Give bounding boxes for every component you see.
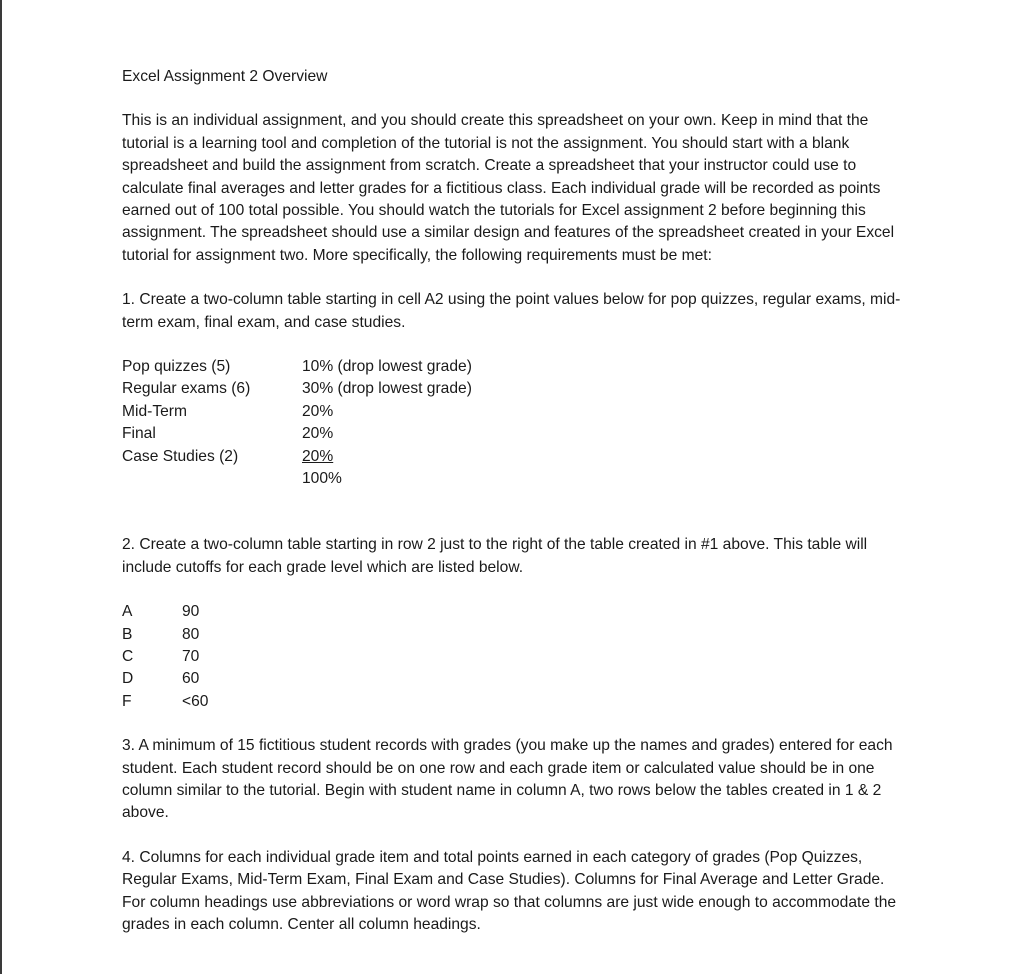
document-title: Excel Assignment 2 Overview [122,68,328,85]
weight-label: Case Studies (2) [122,447,239,465]
weight-total: 100% [302,470,342,488]
weight-label: Mid-Term [122,402,187,420]
weight-label: Regular exams (6) [122,380,251,398]
requirement-1: 1. Create a two-column table starting in cell A2 using the point values below for pop quizzes, regular exams, mid-term exam, final exam, and case studies. [122,291,901,331]
grade-cutoff: <60 [182,692,209,710]
grade-letter: A [122,603,133,621]
document-page [122,66,912,936]
weights-table [122,356,912,490]
intro-paragraph: This is an individual assignment, and you should create this spreadsheet on your own. Keep in mind that the tutorial is a learning tool and completion of the tutorial is not the assignment. You should start with a blank spreadsheet and build the assignment from scratch. Create a spreadsheet that your instructor could use to calculate final averages and letter grades for a fictitious class. Each individual grade will be recorded as points earned out of 100 total possible. You should watch the tutorials for Excel assignment 2 before beginning this assignment. The spreadsheet should use a similar design and features of the spreadsheet created in your Excel tutorial for assignment two. More specifically, the following requirements must be met: [122,112,895,264]
grade-letter: D [122,670,134,688]
weight-value: 10% (drop lowest grade) [302,358,472,376]
page-left-border [0,0,2,974]
weight-total-spacer [122,468,302,490]
requirement-4: 4. Columns for each individual grade item and total points earned in each category of grades (Pop Quizzes, Regular Exams, Mid-Term Exam, Final Exam and Case Studies). Columns for Final Average and Letter Grade. For column headings use abbreviations or word wrap so that columns are just wide enough to accommodate the grades in each column. Center all column headings. [122,848,897,934]
requirement-3: 3. A minimum of 15 fictitious student records with grades (you make up the names and grades) entered for each student. Each student record should be on one row and each grade item or calculated value should be in one column similar to the tutorial. Begin with student name in column A, two rows below the tables created in 1 & 2 above. [122,737,893,822]
weight-label: Final [122,425,156,443]
grade-cutoff: 70 [182,648,200,665]
weight-value: 20% [302,447,334,465]
weight-value: 20% [302,402,334,420]
grade-cutoff: 60 [182,670,200,688]
grade-cutoff: 80 [182,625,200,643]
grade-letter: C [122,648,134,665]
weight-value: 20% [302,425,334,443]
cutoffs-table [122,601,912,713]
requirement-2: 2. Create a two-column table starting in row 2 just to the right of the table created in #1 above. This table will include cutoffs for each grade level which are listed below. [122,536,868,576]
weight-label: Pop quizzes (5) [122,358,231,376]
grade-letter: F [122,692,132,710]
grade-cutoff: 90 [182,603,200,621]
grade-letter: B [122,625,133,643]
weight-value: 30% (drop lowest grade) [302,380,472,398]
